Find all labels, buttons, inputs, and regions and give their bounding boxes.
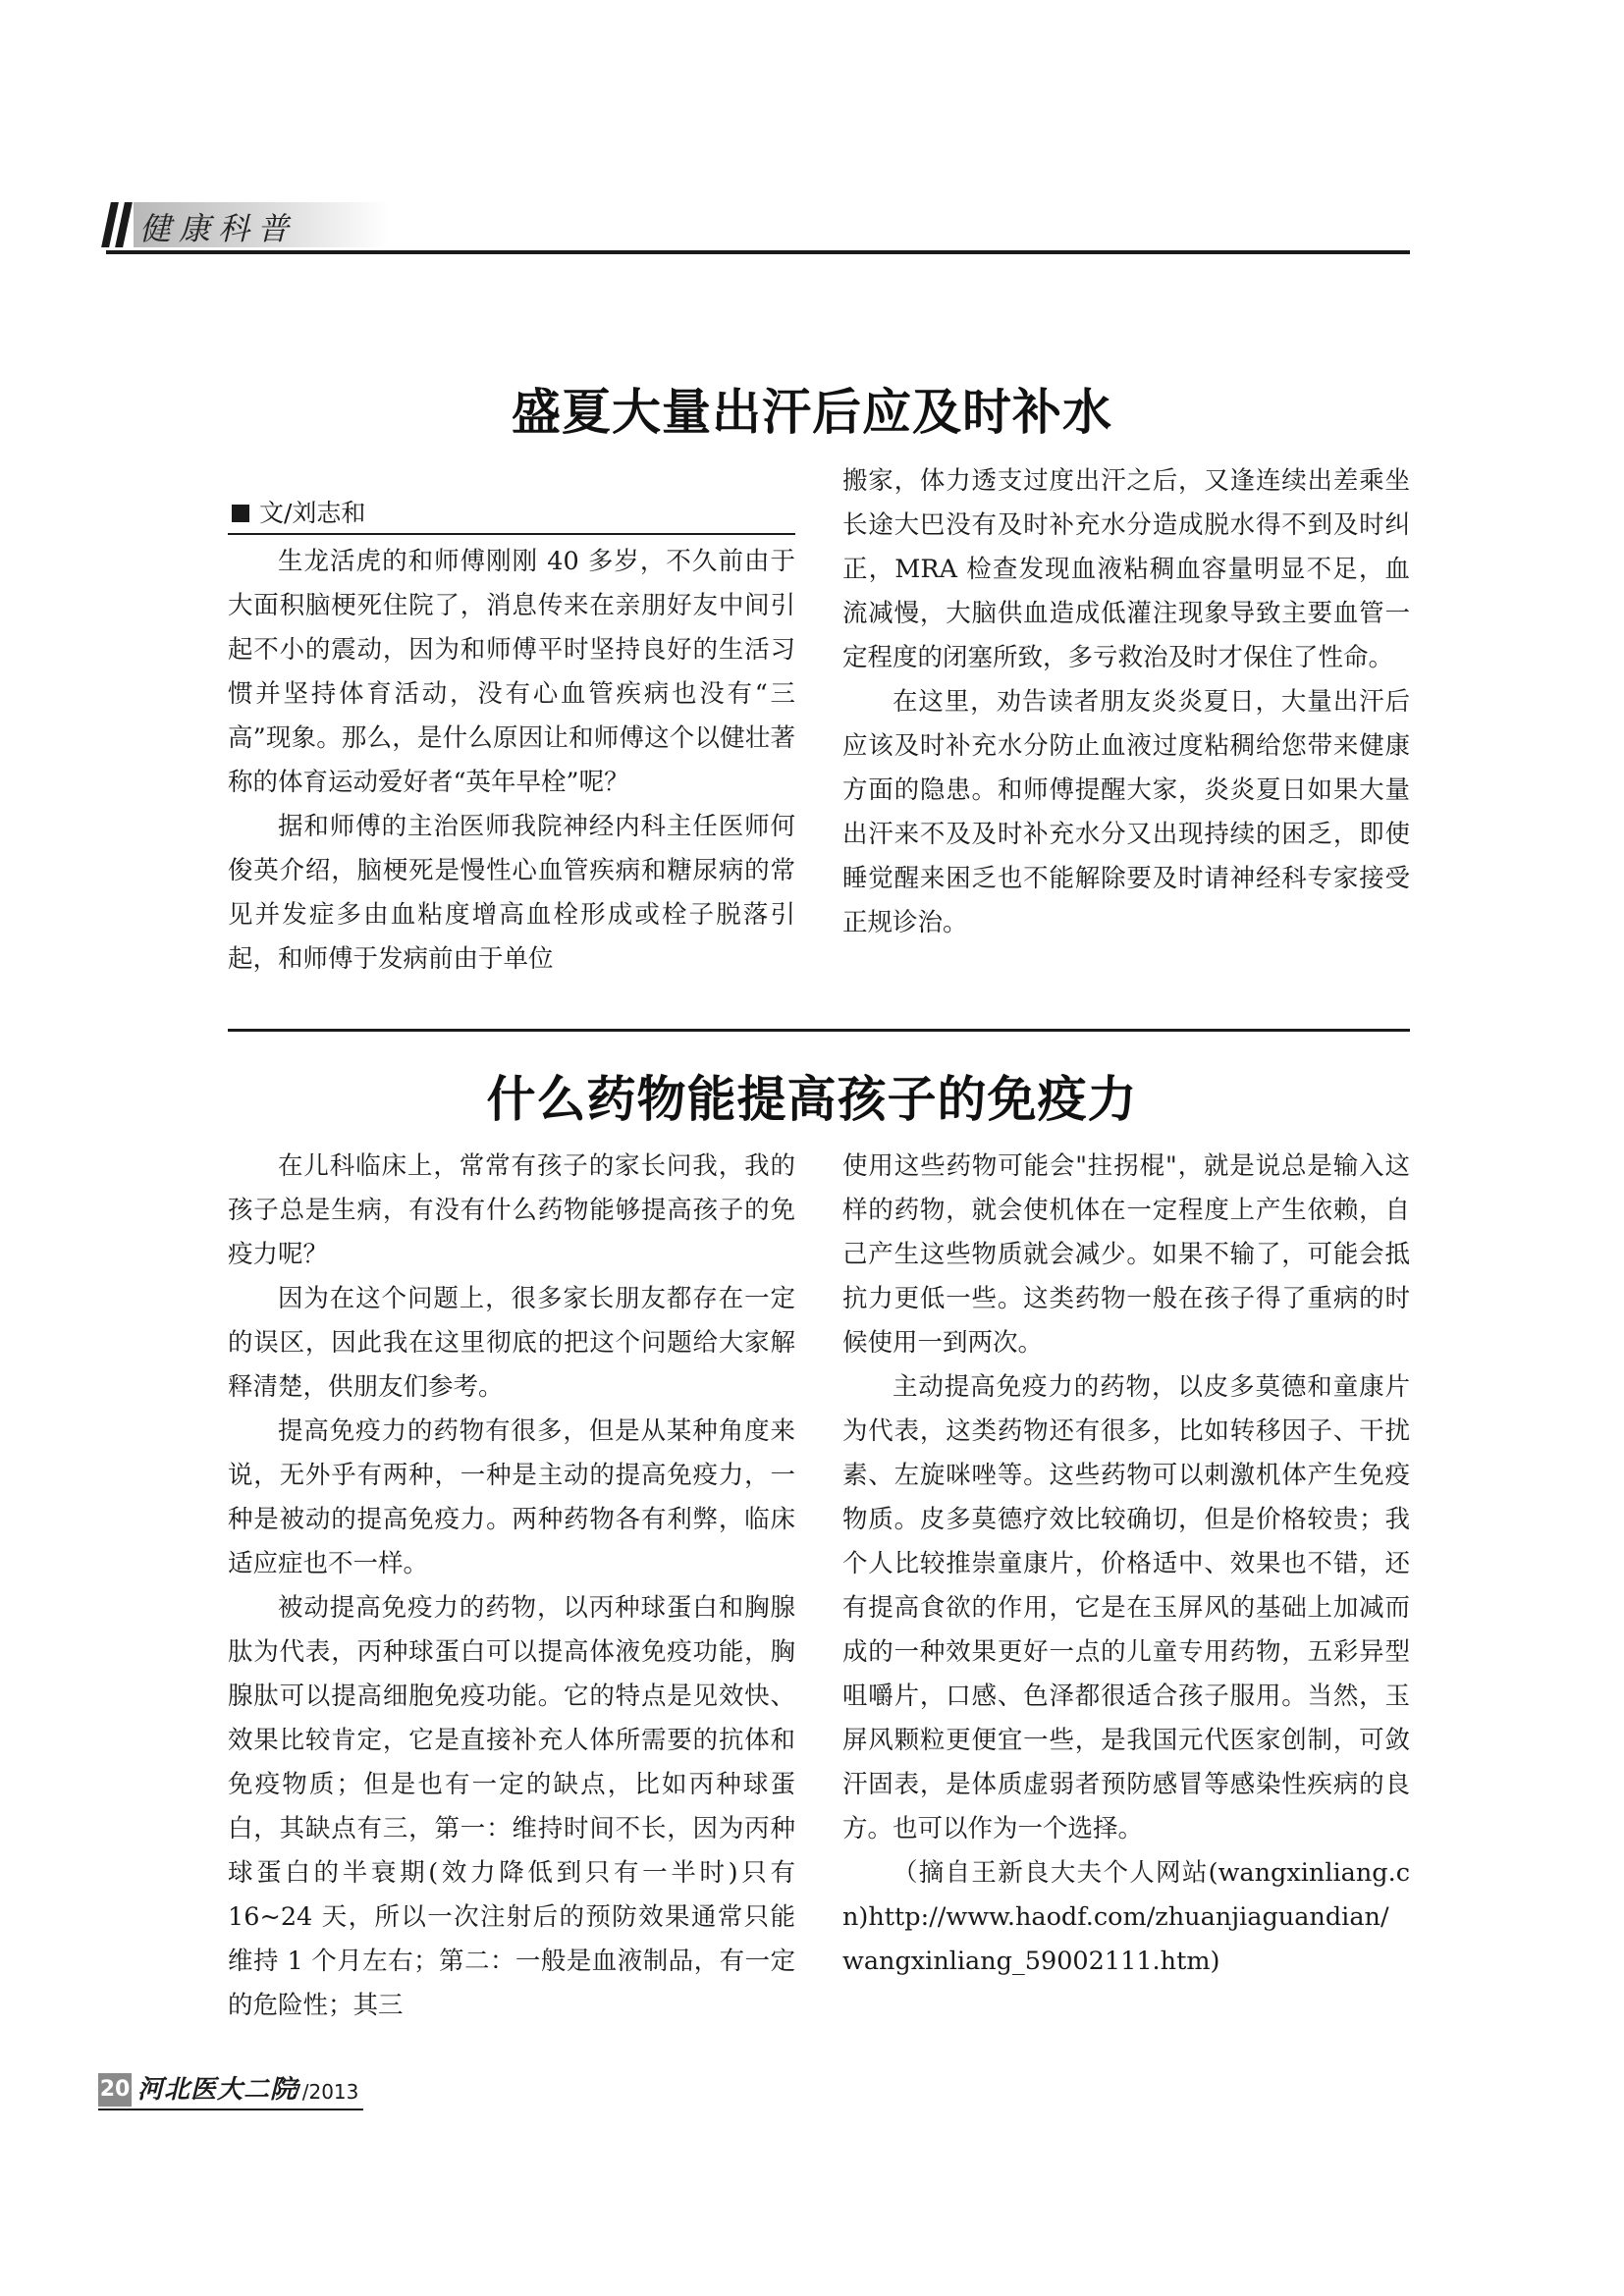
header-bar-decoration xyxy=(115,202,133,247)
article-2-title: 什么药物能提高孩子的免疫力 xyxy=(486,1070,1138,1128)
paragraph-continuation: 搬家，体力透支过度出汗之后，又逢连续出差乘坐长途大巴没有及时补充水分造成脱水得不到及时纠正，MRA 检查发现血液粘稠血容量明显不足，血流减慢，大脑供血造成低灌注现象导致主要血管一定程度的闭塞所致，多亏救治及时才保住了性命。 xyxy=(842,466,1410,672)
page-footer xyxy=(98,2073,373,2107)
article-1-title: 盛夏大量出汗后应及时补水 xyxy=(512,383,1112,441)
section-header xyxy=(106,194,1410,255)
footer-rule xyxy=(98,2109,363,2110)
source-citation: （摘自王新良大夫个人网站(wangxinliang.cn)http://www.haodf.com/zhuanjiaguandian/wangxinliang_59002111.htm) xyxy=(842,1858,1410,1976)
paragraph-continuation: 使用这些药物可能会"拄拐棍"，就是说总是输入这样的药物，就会使机体在一定程度上产生依赖，自己产生这些物质就会减少。如果不输了，可能会抵抗力更低一些。这类药物一般在孩子得了重病的时候使用一到两次。 xyxy=(842,1151,1410,1358)
article-1-byline xyxy=(228,494,795,535)
paragraph: 据和师傅的主治医师我院神经内科主任医师何俊英介绍，脑梗死是慢性心血管疾病和糖尿病的常见并发症多由血粘度增高血栓形成或栓子脱落引起，和师傅于发病前由于单位 xyxy=(228,812,795,974)
paragraph: 主动提高免疫力的药物，以皮多莫德和童康片为代表，这类药物还有很多，比如转移因子、干扰素、左旋咪唑等。这些药物可以刺激机体产生免疫物质。皮多莫德疗效比较确切，但是价格较贵；我个人比较推崇童康片，价格适中、效果也不错，还有提高食欲的作用，它是在玉屏风的基础上加减而成的一种效果更好一点的儿童专用药物，五彩异型咀嚼片，口感、色泽都很适合孩子服用。当然，玉屏风颗粒更便宜一些，是我国元代医家创制，可敛汗固表，是体质虚弱者预防感冒等感染性疾病的良方。也可以作为一个选择。 xyxy=(842,1372,1410,1843)
article-divider xyxy=(228,1029,1410,1032)
page-number: 20 xyxy=(98,2073,132,2107)
paragraph: 在儿科临床上，常常有孩子的家长问我，我的孩子总是生病，有没有什么药物能够提高孩子的免疫力呢？ xyxy=(228,1151,795,1269)
paragraph: 被动提高免疫力的药物，以丙种球蛋白和胸腺肽为代表，丙种球蛋白可以提高体液免疫功能，胸腺肽可以提高细胞免疫功能。它的特点是见效快、效果比较肯定，它是直接补充人体所需要的抗体和免疫物质；但是也有一定的缺点，比如丙种球蛋白，其缺点有三，第一：维持时间不长，因为丙种球蛋白的半衰期(效力降低到只有一半时)只有 16~24 天，所以一次注射后的预防效果通常只能维持 1 个月左右；第二：一般是血液制品，有一定的危险性；其三 xyxy=(228,1593,795,2020)
byline-square-icon xyxy=(232,505,249,522)
section-label: 健康科普 xyxy=(139,210,298,247)
article-1-left-column xyxy=(228,540,795,982)
paragraph: 生龙活虎的和师傅刚刚 40 多岁，不久前由于大面积脑梗死住院了，消息传来在亲朋好友中间引起不小的震动，因为和师傅平时坚持良好的生活习惯并坚持体育活动，没有心血管疾病也没有“三高”现象。那么，是什么原因让和师傅这个以健壮著称的体育运动爱好者“英年早栓”呢？ xyxy=(228,547,795,797)
article-2-left-column xyxy=(228,1145,795,2028)
paragraph: 在这里，劝告读者朋友炎炎夏日，大量出汗后应该及时补充水分防止血液过度粘稠给您带来健康方面的隐患。和师傅提醒大家，炎炎夏日如果大量出汗来不及及时补充水分又出现持续的困乏，即使睡觉醒来困乏也不能解除要及时请神经科专家接受正规诊治。 xyxy=(842,687,1410,937)
byline-text: 文/刘志和 xyxy=(259,499,366,527)
article-2-right-column xyxy=(842,1145,1410,1984)
paragraph: 因为在这个问题上，很多家长朋友都存在一定的误区，因此我在这里彻底的把这个问题给大家解释清楚，供朋友们参考。 xyxy=(228,1284,795,1402)
magazine-name: 河北医大二院 xyxy=(137,2075,298,2105)
issue-number: 7/2013 xyxy=(290,2080,359,2104)
header-rule xyxy=(106,250,1410,254)
article-1-right-column xyxy=(842,459,1410,945)
paragraph: 提高免疫力的药物有很多，但是从某种角度来说，无外乎有两种，一种是主动的提高免疫力，一种是被动的提高免疫力。两种药物各有利弊，临床适应症也不一样。 xyxy=(228,1416,795,1578)
